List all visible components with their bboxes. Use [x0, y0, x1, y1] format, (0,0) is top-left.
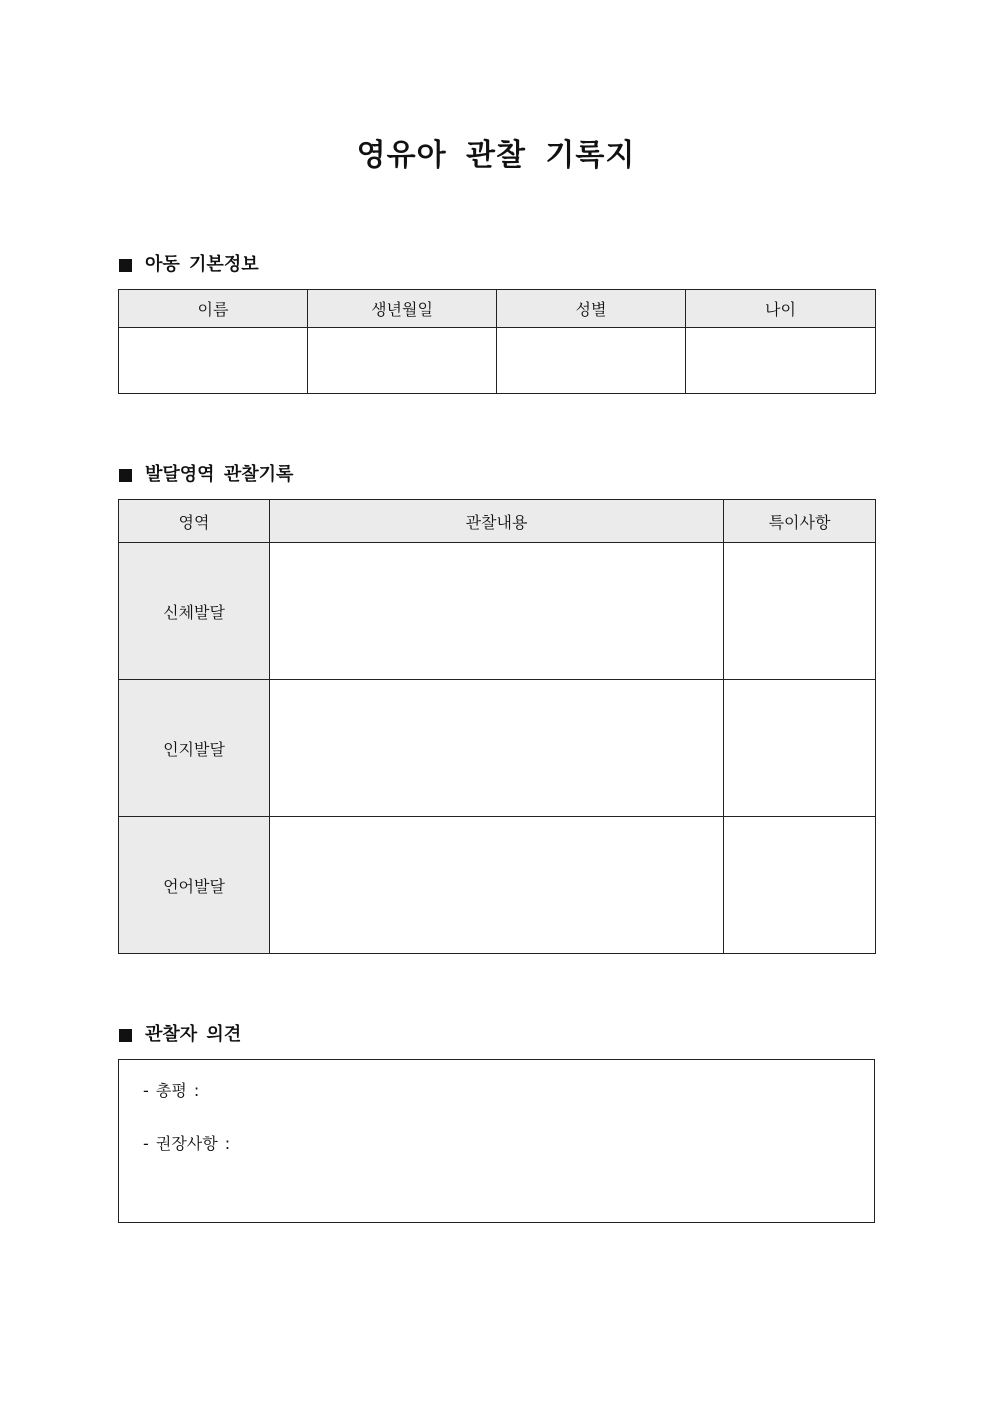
section-heading-label: 아동 기본정보 — [145, 254, 259, 275]
section-heading-label: 관찰자 의견 — [145, 1024, 242, 1045]
observation-input-cell[interactable] — [270, 543, 724, 680]
birthdate-input-cell[interactable] — [308, 328, 497, 394]
age-input-cell[interactable] — [686, 328, 876, 394]
observation-input-cell[interactable] — [270, 680, 724, 817]
square-bullet-icon — [119, 259, 132, 272]
table-row — [119, 680, 876, 817]
area-label: 신체발달 — [119, 543, 270, 680]
development-table — [118, 499, 876, 954]
section-heading-opinion — [119, 1023, 241, 1047]
column-header-name: 이름 — [119, 290, 308, 328]
table-row — [119, 543, 876, 680]
notes-input-cell[interactable] — [724, 543, 876, 680]
section-heading-label: 발달영역 관찰기록 — [145, 464, 294, 485]
area-label: 인지발달 — [119, 680, 270, 817]
section-heading-development — [119, 463, 293, 487]
notes-input-cell[interactable] — [724, 680, 876, 817]
area-label: 언어발달 — [119, 817, 270, 954]
square-bullet-icon — [119, 469, 132, 482]
column-header-birthdate: 생년월일 — [308, 290, 497, 328]
opinion-box[interactable] — [118, 1059, 875, 1223]
gender-input-cell[interactable] — [497, 328, 686, 394]
observation-input-cell[interactable] — [270, 817, 724, 954]
column-header-observation: 관찰내용 — [270, 500, 724, 543]
document-title: 영유아 관찰 기록지 — [356, 138, 636, 173]
column-header-age: 나이 — [686, 290, 876, 328]
name-input-cell[interactable] — [119, 328, 308, 394]
basic-info-table — [118, 289, 876, 394]
notes-input-cell[interactable] — [724, 817, 876, 954]
column-header-area: 영역 — [119, 500, 270, 543]
column-header-gender: 성별 — [497, 290, 686, 328]
table-row — [119, 817, 876, 954]
section-heading-basic-info — [119, 253, 259, 277]
recommendations-label: - 권장사항 : — [143, 1134, 231, 1153]
column-header-notes: 특이사항 — [724, 500, 876, 543]
overall-review-label: - 총평 : — [143, 1081, 200, 1100]
square-bullet-icon — [119, 1029, 132, 1042]
